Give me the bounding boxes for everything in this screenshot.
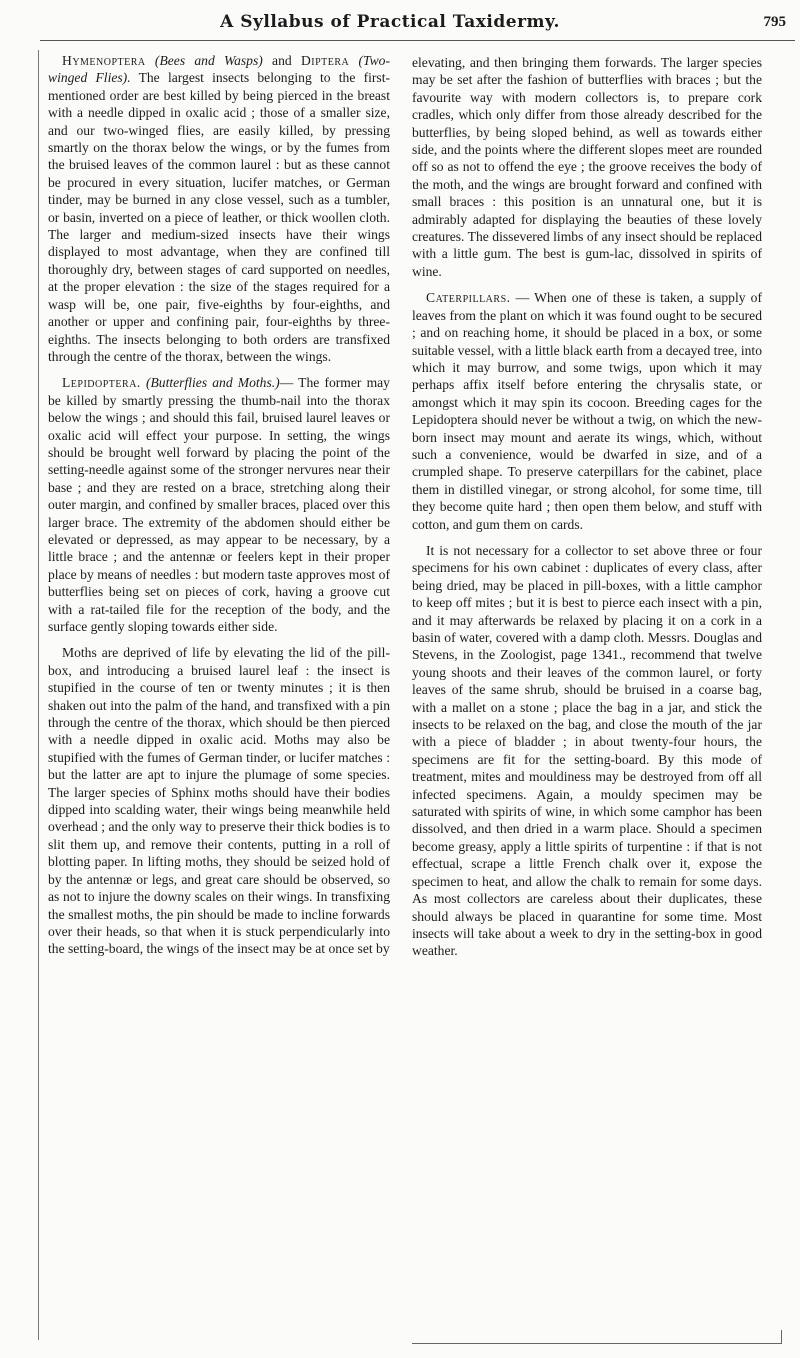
paragraph-text: — The former may be killed by smartly pressing the thumb-nail into the thorax below the wings ; and should this fail, bruised laurel leaves or oxalic acid will effect your purpose. In setting, the wings should be brought well forward by placing the point of the setting-needle against some of the stronger nervures near their base ; and they are rested on a brace, stretching along their outer margin, and confined by smaller braces, placed over this larger brace. The extremity of the abdomen should either be elevated or depressed, as may appear to be necessary, by a little brace ; and the antennæ or feelers kept in their proper place by means of needles : but modern taste approves most of butterflies being set on pieces of cork, having a groove cut with a rat-tailed file for the reception of the body, and the surface gently sloping towards either side. — [48, 375, 390, 634]
margin-rule — [38, 50, 39, 1340]
footer-rule-tick — [781, 1330, 782, 1344]
paragraph-moths: Moths are deprived of life by elevating the lid of the pill-box, and introducing a bruised laurel leaf : the insect is stupified in the course of ten or twenty minutes ; it is then shaken out into the palm of the hand, and transfixed with a pin through the centre of the thorax, which should be then pierced with a needle dipped in oxalic acid. Moths may also be stupified with the fumes of German tinder, or lucifer matches : but the latter are apt to injure the plumage of some species. The larger species of Sphinx moths should have their bodies dipped into scalding water, their wings being meanwhile held overhead ; and the only way to preserve their thick bodies is to slit them up, and remove their contents, putting in a roll of blotting paper. In lifting moths, they should be seized hold of by the antennæ or legs, and great care should be observed, so as not to injure the downy scales on their wings. In transfixing the smallest moths, the pin should be made to incline forwards over their heads, so that when it is stuck perpendicularly into the setting-board, the wings of the insect may be at once set by — [48, 645, 390, 957]
header-rule — [40, 40, 795, 41]
paragraph-text: The largest insects belonging to the first-mentioned order are best killed by being pierced in the breast with a needle dipped in oxalic acid ; those of a smaller size, and our two-winged flies, are easily killed, by pressing smartly on the thorax below the wings, or by the fumes from the bruised leaves of the common laurel : but as these cannot be procured in every situation, lucifer matches, or German tinder, may be burned in any close vessel, such as a tumbler, or basin, inverted on a piece of leather, or thick woollen cloth. The larger and medium-sized insects have their wings displayed to most advantage, when they are confined till thoroughly dry, between stages of card supported on needles, at the proper elevation : the size of the stages required for a wasp will be, one pair, five-eighths by four-eighths, and another or upper and confining pair, four-eighths by three-eighths. The insects belonging to both orders are transfixed through the centre of the thorax, between the wings. — [48, 70, 391, 364]
page-number: 795 — [763, 14, 786, 30]
section-label: Caterpillars. — [426, 290, 511, 306]
right-column — [412, 54, 762, 969]
section-label-italic: (Butterflies and Moths.) — [145, 375, 280, 391]
section-label: Hymenoptera — [62, 53, 146, 68]
running-title: A Syllabus of Practical Taxidermy. — [220, 12, 560, 32]
section-label: Lepidoptera. — [62, 375, 141, 391]
paragraph-lepidoptera — [48, 374, 390, 635]
paragraph-text: — When one of these is taken, a supply of leaves from the plant on which it was found ought to be secured ; and on reaching home, it should be placed in a box, or some suitable vessel, with a little black earth from a decayed tree, into which it may burrow, and some twigs, upon which it may perhaps affix itself before entering the chrysalis state, or amongst which it may spin its cocoon. Breeding cages for the Lepidoptera should never be without a twig, on which the new-born insect may mount and aerate its wings, which, without such a convenience, would be dwarfed in size, and of a crumpled shape. To preserve caterpillars for the cabinet, place them in distilled vinegar, or strong alcohol, for some time, till they become quite hard ; then open them below, and stuff with cotton, and gum them on cards. — [412, 290, 762, 532]
section-label: Diptera — [300, 53, 350, 68]
paragraph-duplicates: It is not necessary for a collector to set above three or four specimens for his own cabinet : duplicates of every class, after being dried, may be placed in pill-boxes, with a little camphor to keep off mites ; but it is best to pierce each insect with a pin, and it may afterwards be relaxed by placing it on a cork in a basin of water, covered with a damp cloth. Messrs. Douglas and Stevens, in the Zoologist, page 1341., recommend that twelve young shoots and their leaves of the common laurel, or forty leaves of the same shrub, should be bruised in a coarse bag, with a mallet on a stone ; place the bag in a jar, and stick the insects to be relaxed on the bag, and close the mouth of the jar with a piece of bladder ; in about twenty-four hours, the specimens are fit for the setting-board. By this mode of treatment, mites and mouldiness may be destroyed from off all infected specimens. Again, a mouldy specimen may be saturated with spirits of wine, in which some camphor has been dissolved, and then dried in a warm place. Should a specimen become greasy, apply a little spirits of turpentine : if that is not effectual, scrape a little French chalk over it, expose the specimen to heat, and allow the chalk to remain for some days. As most collectors are careless about their duplicates, these should always be placed in quarantine for some time. Most insects will take about a week to dry in the setting-box in good weather. — [412, 542, 762, 959]
connector-text: and — [262, 53, 301, 68]
paragraph-continued: elevating, and then bringing them forwards. The larger species may be set after the fashion of butterflies with braces ; but the favourite way with modern collectors is, to prepare cork cradles, which only differ from those already described for the butterflies, by being sloped behind, as well as towards either side, and the points where the different slopes meet are rounded off so as not to offend the eye ; the groove receives the body of the moth, and the wings are brought forward and confined with small braces : this position is an unnatural one, but it is admirably adapted for displaying the beauties of these lovely creatures. The dissevered limbs of any insect should be replaced with a little gum. The best is gum-lac, dissolved in spirits of wine. — [412, 55, 762, 279]
paragraph-caterpillars — [412, 289, 762, 533]
section-label-italic: (Two-winged Flies). — [48, 53, 390, 86]
left-column — [48, 52, 390, 967]
paragraph-hymenoptera — [48, 52, 390, 365]
footer-rule — [412, 1343, 782, 1344]
page-header — [0, 8, 800, 40]
section-label-italic: (Bees and Wasps) — [154, 53, 263, 68]
